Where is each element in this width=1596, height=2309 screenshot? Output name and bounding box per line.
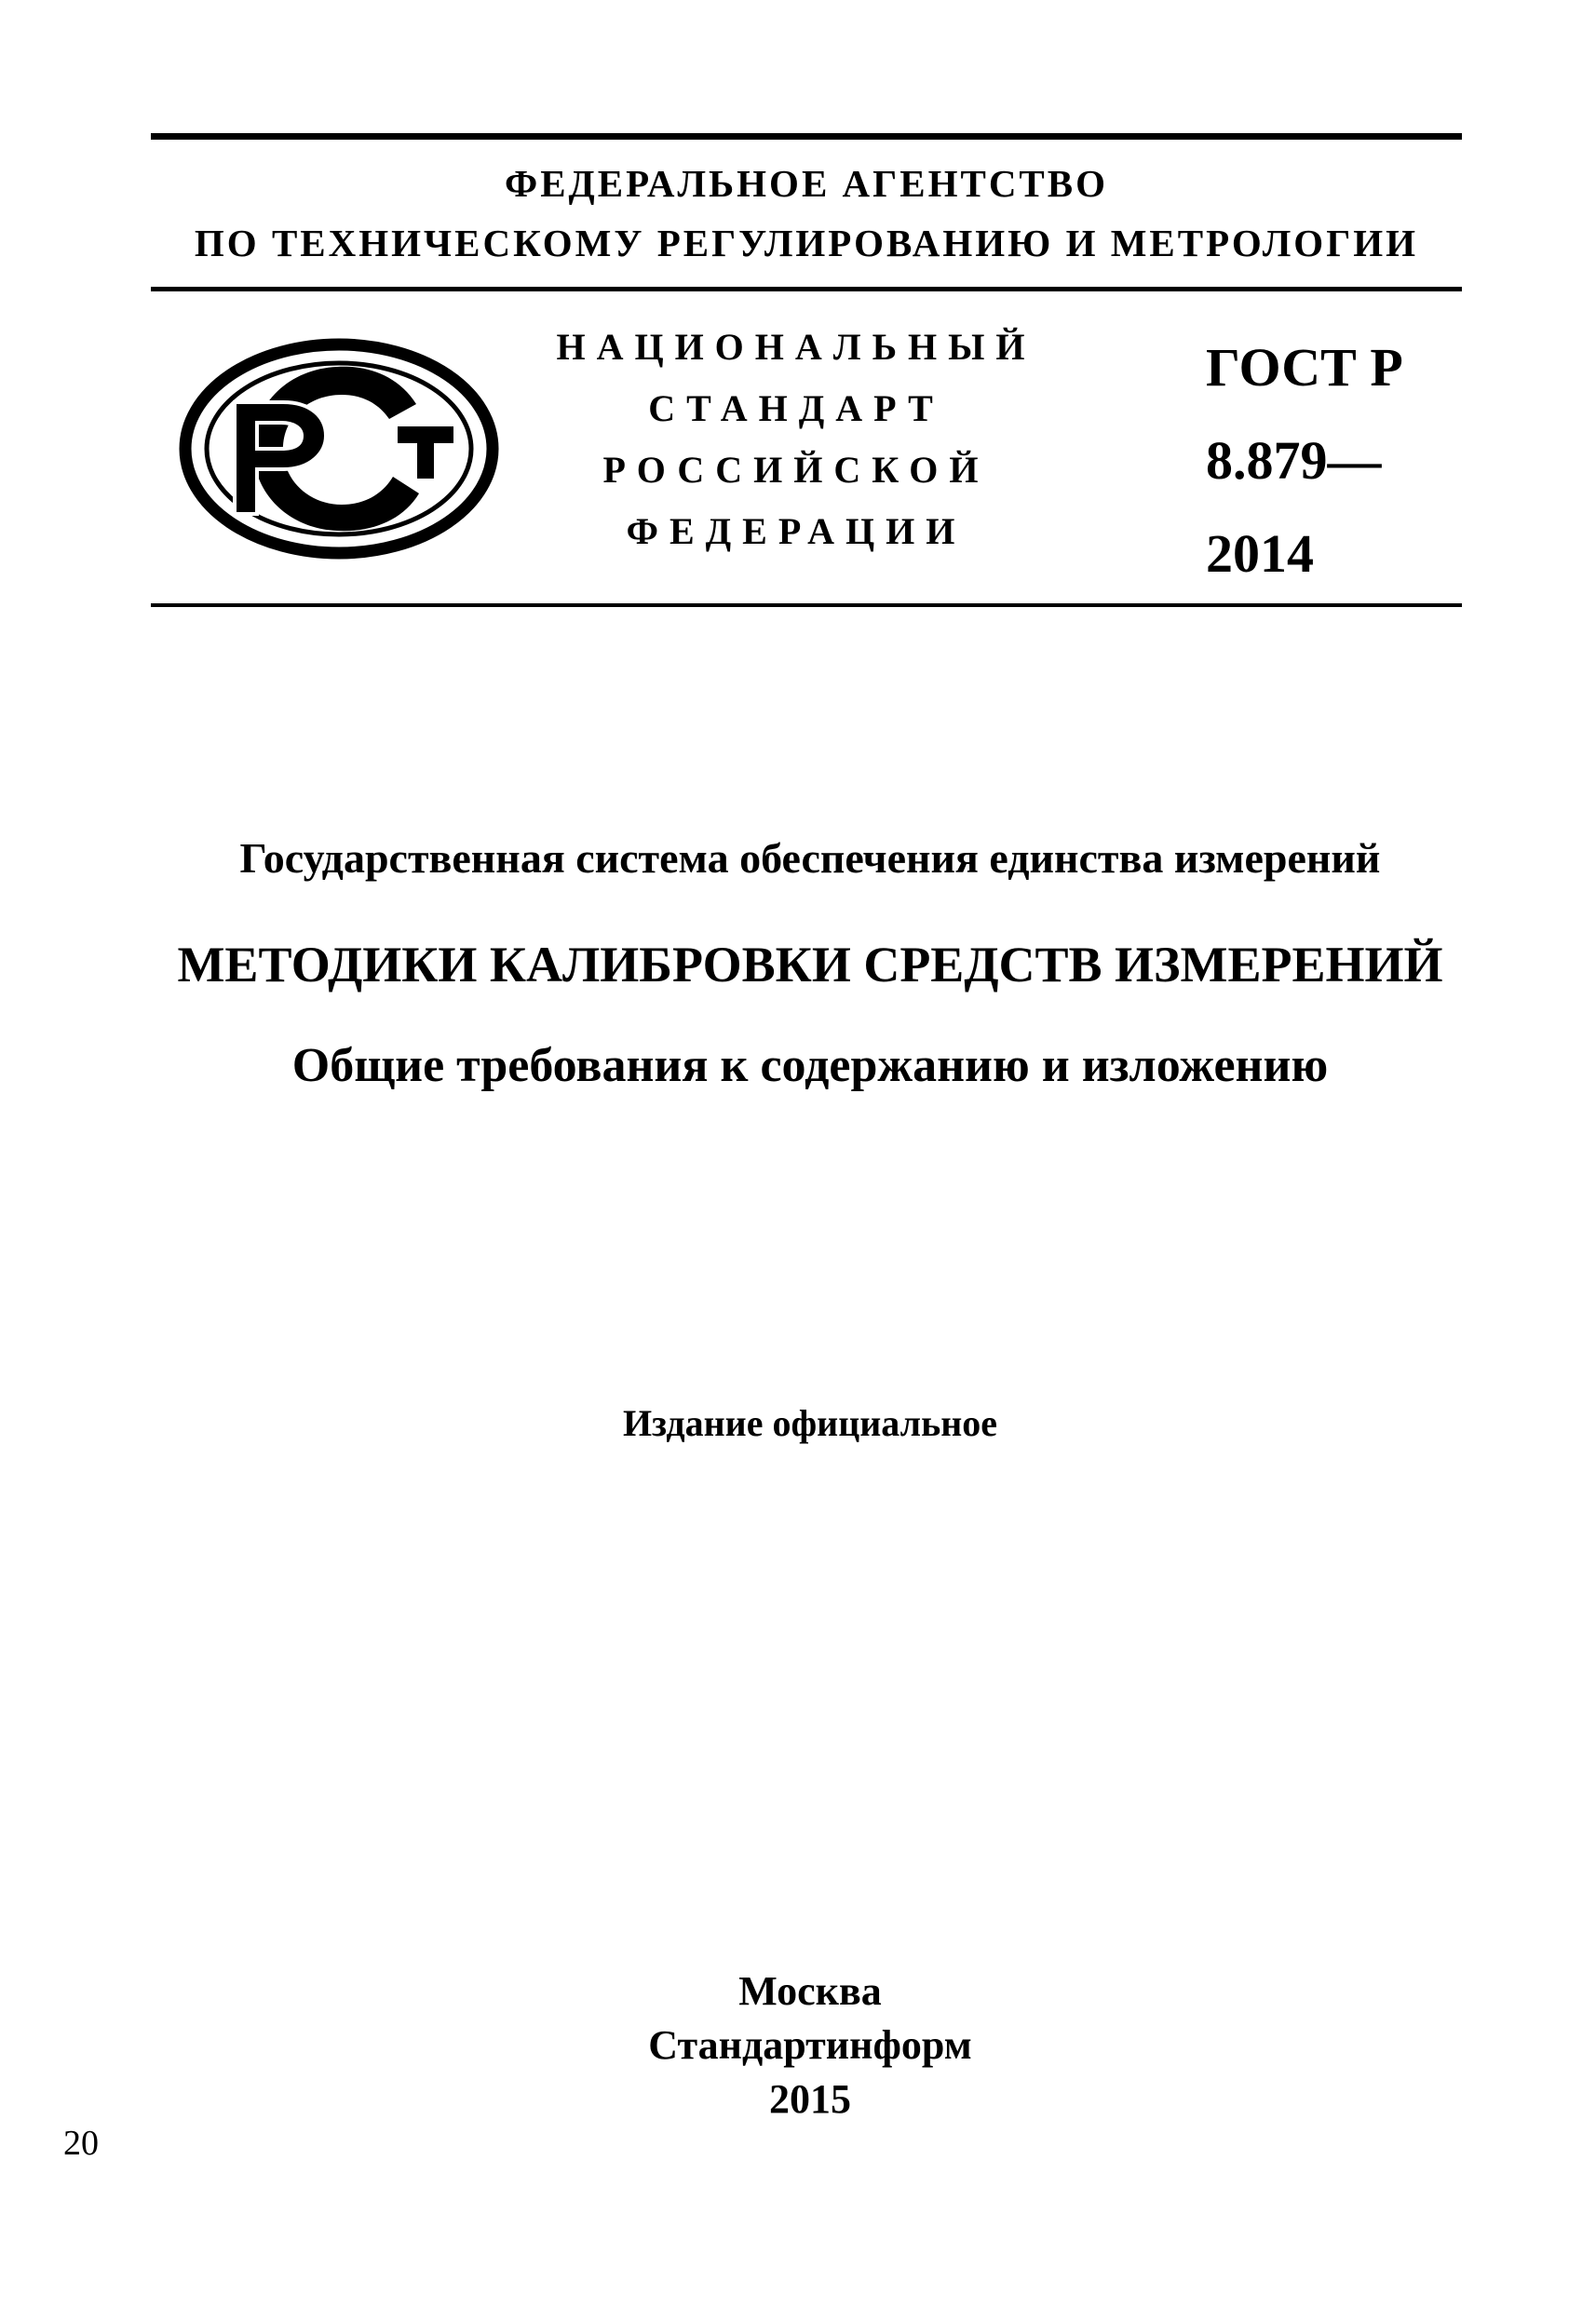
standard-designation: [1206, 321, 1403, 601]
designation-line-3: 2014: [1206, 523, 1314, 584]
national-standard-line-4: ФЕДЕРАЦИИ: [626, 510, 967, 552]
page-number: 20: [63, 2124, 99, 2163]
imprint-publisher: Стандартинформ: [648, 2022, 972, 2068]
national-standard-line-3: РОССИЙСКОЙ: [602, 449, 990, 491]
top-rule: [151, 133, 1462, 140]
edition-label: Издание официальное: [622, 1402, 998, 1444]
national-standard-line-1: НАЦИОНАЛЬНЫЙ: [556, 326, 1036, 368]
system-title: Государственная система обеспечения единства измерений: [239, 834, 1381, 882]
agency-line-1: ФЕДЕРАЛЬНОЕ АГЕНТСТВО: [504, 162, 1109, 205]
agency-line-2: ПО ТЕХНИЧЕСКОМУ РЕГУЛИРОВАНИЮ И МЕТРОЛОГИИ: [194, 222, 1419, 264]
designation-line-2: 8.879—: [1206, 430, 1382, 491]
imprint-year: 2015: [769, 2076, 851, 2122]
designation-line-1: ГОСТ Р: [1206, 337, 1403, 398]
subtitle: Общие требования к содержанию и изложению: [291, 1039, 1329, 1092]
imprint-block: [93, 1965, 1527, 2127]
imprint-city: Москва: [738, 1968, 882, 2014]
agency-block: [151, 154, 1462, 273]
national-standard-block: [503, 317, 1089, 562]
rst-logo-icon: [179, 337, 500, 560]
national-standard-line-2: СТАНДАРТ: [648, 387, 944, 429]
main-title: МЕТОДИКИ КАЛИБРОВКИ СРЕДСТВ ИЗМЕРЕНИЙ: [177, 937, 1443, 992]
header-bottom-rule: [151, 603, 1462, 607]
header-divider: [151, 287, 1462, 291]
